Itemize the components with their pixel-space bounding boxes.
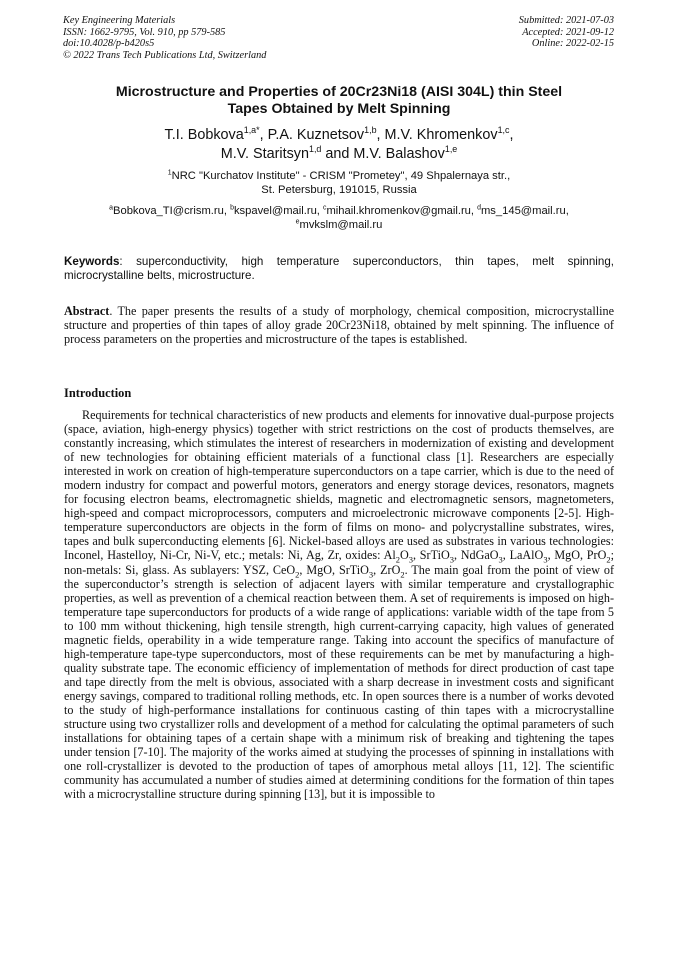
affiliation-mark: 1 (167, 169, 172, 177)
affiliation-line-1: NRC "Kurchatov Institute" - CRISM "Prometey", 49 Shpalernaya str., (171, 170, 511, 182)
formula-subscript: 3 (498, 554, 503, 565)
abstract-block (64, 304, 614, 346)
title-line-1: Microstructure and Properties of 20Cr23Ni18 (AISI 304L) thin Steel (115, 84, 563, 100)
formula-text: , LaAlO (502, 548, 544, 563)
author-emails (64, 205, 614, 233)
formula-subscript: 2 (606, 554, 611, 565)
formula-subscript: 2 (295, 568, 300, 579)
journal-name: Key Engineering Materials (63, 15, 176, 26)
doi-line: doi:10.4028/p-b420s5 (63, 38, 155, 50)
author-conjunction: and (325, 145, 350, 162)
author-affil-mark: 1,a* (243, 125, 260, 136)
formula-text: ; non-metals: Si, glass. As sublayers: YSZ, CeO (64, 548, 614, 577)
formula-text: O (399, 548, 409, 563)
formula-text: , SrTiO (413, 548, 450, 563)
copyright-line: © 2022 Trans Tech Publications Ltd, Switzerland (63, 49, 267, 61)
accepted-date: Accepted: 2021-09-12 (522, 26, 614, 38)
keywords-block (64, 255, 614, 283)
email-mark: c (323, 204, 327, 212)
affiliation-line-2: St. Petersburg, 191015, Russia (261, 183, 417, 196)
author-affil-mark: 1,c (497, 125, 510, 136)
email-mark: a (109, 204, 114, 212)
introduction-heading: Introduction (64, 386, 132, 400)
submitted-date: Submitted: 2021-07-03 (518, 15, 614, 26)
formula-subscript: 3 (408, 554, 413, 565)
email-link[interactable]: Bobkova_TI@crism.ru, (113, 205, 227, 217)
email-link[interactable]: kspavel@mail.ru, (233, 205, 320, 217)
email-link[interactable]: mvkslm@mail.ru (299, 218, 383, 231)
formula-subscript: 3 (449, 554, 454, 565)
author-affil-mark: 1,e (444, 143, 458, 154)
formula-text: , ZrO (373, 562, 401, 577)
formula-text: , NdGaO (453, 548, 499, 563)
abstract-label: Abstract (64, 304, 110, 318)
formula-text: , MgO, SrTiO (299, 562, 369, 577)
formula-subscript: 2 (395, 554, 400, 565)
formula-text: Al (383, 548, 396, 563)
journal-header (63, 15, 266, 61)
author-affil-mark: 1,b (364, 125, 377, 136)
issn-line: ISSN: 1662-9795, Vol. 910, pp 579-585 (63, 26, 226, 38)
formula-subscript: 2 (400, 568, 405, 579)
email-mark: d (477, 204, 481, 212)
email-mark: e (295, 218, 300, 226)
affiliation (64, 170, 614, 198)
email-link[interactable]: mihail.khromenkov@gmail.ru, (326, 205, 475, 217)
email-link[interactable]: ms_145@mail.ru, (480, 205, 569, 217)
keywords-label: Keywords (64, 255, 120, 268)
email-mark: b (230, 204, 234, 212)
formula-subscript: 3 (368, 568, 374, 579)
author-list: T.I. Bobkova$^{1,a*}$, P.A. Kuznetsov$^{1,b}$, M.V. Khromenkov$^{1,c}$, M.V. Staritsyn$^{1,d}$ and M.V. Balashov$^{1,e}$ (164, 125, 514, 162)
author-name: T.I. Bobkova (164, 127, 244, 143)
formula-text: , MgO, PrO (547, 548, 607, 563)
intro-text: Requirements for technical characteristics of new products and elements for innovative dual-purpose projects (space, aviation, high-energy physics) together with strict restrictions on the cost of products themselves, are constantly increasing, which stimulates the interest of researchers in modernization of existing and development of new technologies for obtaining efficient materials of a functional class [1]. Researchers are especially interested in work on creation of high-temperature superconductors on a tape carrier, which is due to the need of modern industry for compact and powerful motors, generators and energy storage devices, resonators, magnets for focusing electron beams, electromagnetic shields, magnetic and electromagnetic sensors, magnetometers, high-speed and compact microprocessors, computers and microelectronic microwave components [2-5]. High-temperature superconductors are objects in the form of films on mono- and polycrystalline substrates, wires, tapes and bulk superconducting elements [6]. Nickel-based alloys are used as substrates in various technologies: Inconel, Hastelloy, Ni-Cr, Ni-V, etc.; metals: Ni, Ag, Zr, oxides: (64, 408, 614, 563)
online-date: Online: 2022-02-15 (531, 38, 614, 50)
paper-title (64, 84, 614, 118)
formula-subscript: 3 (543, 554, 548, 565)
author-name: P.A. Kuznetsov (267, 127, 365, 143)
introduction-paragraph (64, 408, 614, 801)
author-name: M.V. Staritsyn (220, 145, 309, 162)
author-name: M.V. Khromenkov (384, 127, 498, 143)
author-affil-mark: 1,d (308, 143, 322, 154)
intro-text: . The main goal from the point of view of the superconductor’s strength is selection of adjacent layers with similar temperature and crystallographic properties, as well as prevention of a chemical reaction between them. A set of requirements is imposed on high-temperature tape superconductors for products of a wide range of applications: variable width of the tape from 5 to 100 mm without thickening, high tensile strength, high current-carrying capacity, high values of generated magnetic fields, operability in a wide temperature range. Taking into account the specifics of manufacture of high-temperature tape-type superconductors, most of these requirements can be met by manufacturing a high-quality substrate tape. The economic efficiency of implementation of methods for direct production of cast tape and tape directly from the melt is obvious, associated with a sharp decrease in investment costs and significant energy savings, compared to traditional rolling methods, etc. In open sources there is a number of works devoted to the study of high-performance installations for continuous casting of thin tapes with a microcrystalline structure using two crystallizer rolls and development of a method for calculating the optimal parameters of such installations for obtaining tapes of a certain shape with a minimum risk of breaking and tightening the tapes under tension [7-10]. The majority of the works aimed at studying the processes of spinning in installations with one roll-crystallizer is devoted to the production of tapes of amorphous metal alloys [11, 12]. The scientific community has accumulated a number of studies aimed at determining conditions for the formation of thin tapes with a microcrystalline structure during spinning [13], but it is impossible to (64, 562, 615, 802)
dates-header (519, 15, 614, 50)
title-line-2: Tapes Obtained by Melt Spinning (227, 101, 451, 117)
abstract-text: . The paper presents the results of a study of morphology, chemical composition, microcrystalline structure and properties of thin tapes of alloy grade 20Cr23Ni18, obtained by melt spinning. The influence of process parameters on the properties and microstructure of the tapes is established. (64, 304, 614, 347)
keywords-text: : superconductivity, high temperature superconductors, thin tapes, melt spinning, microcrystalline belts, microstructure. (64, 255, 614, 283)
author-name: M.V. Balashov (353, 145, 445, 162)
